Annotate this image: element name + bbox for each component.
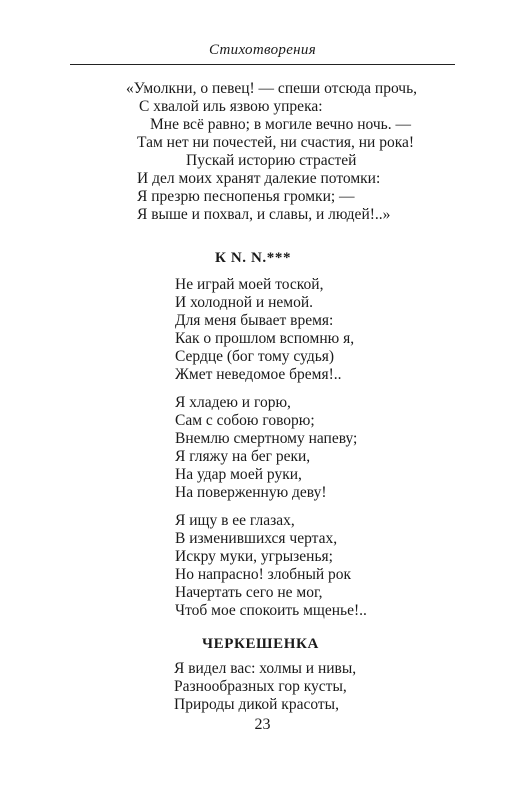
verse-line: Пускай историю страстей <box>186 152 357 169</box>
verse-line: Я видел вас: холмы и нивы, <box>174 660 357 677</box>
page-number: 23 <box>254 716 271 733</box>
verse-line: И дел моих хранят далекие потомки: <box>137 170 381 187</box>
running-head: Стихотворения <box>209 42 316 58</box>
verse-line: Мне всё равно; в могиле вечно ночь. — <box>150 116 411 133</box>
verse-line: Разнообразных гор кусты, <box>174 678 347 695</box>
verse-line: Я хладею и горю, <box>175 394 291 411</box>
verse-line: Я выше и похвал, и славы, и людей!..» <box>137 206 391 223</box>
verse-line: Я гляжу на бег реки, <box>175 448 311 465</box>
header-rule <box>70 64 455 65</box>
verse-line: С хвалой иль язвою упрека: <box>139 98 323 115</box>
verse-line: Для меня бывает время: <box>175 312 334 329</box>
verse-line: На удар моей руки, <box>175 466 302 483</box>
verse-line: Жмет неведомое бремя!.. <box>175 366 342 383</box>
verse-line: Сам с собою говорю; <box>175 412 315 429</box>
verse-line: И холодной и немой. <box>175 294 313 311</box>
verse-line: Я презрю песнопенья громки; — <box>137 188 355 205</box>
verse-line: Там нет ни почестей, ни счастия, ни рока! <box>137 134 415 151</box>
verse-line: Внемлю смертному напеву; <box>175 430 358 447</box>
verse-line: «Умолкни, о певец! — спеши отсюда прочь, <box>126 80 418 97</box>
verse-line: Искру муки, угрызенья; <box>175 548 333 565</box>
verse-line: Я ищу в ее глазах, <box>175 512 295 529</box>
verse-line: Природы дикой красоты, <box>174 696 339 713</box>
poem-title: ЧЕРКЕШЕНКА <box>202 636 319 652</box>
verse-line: Чтоб мое спокоить мщенье!.. <box>175 602 367 619</box>
verse-line: Не играй моей тоской, <box>175 276 324 293</box>
verse-line: Начертать сего не мог, <box>175 584 323 601</box>
verse-line: Сердце (бог тому судья) <box>175 348 335 365</box>
poem-title: К N. N.*** <box>215 250 292 266</box>
verse-line: На поверженную деву! <box>175 484 327 501</box>
verse-line: Как о прошлом вспомню я, <box>175 330 355 347</box>
verse-line: Но напрасно! злобный рок <box>175 566 352 583</box>
verse-line: В изменившихся чертах, <box>175 530 338 547</box>
